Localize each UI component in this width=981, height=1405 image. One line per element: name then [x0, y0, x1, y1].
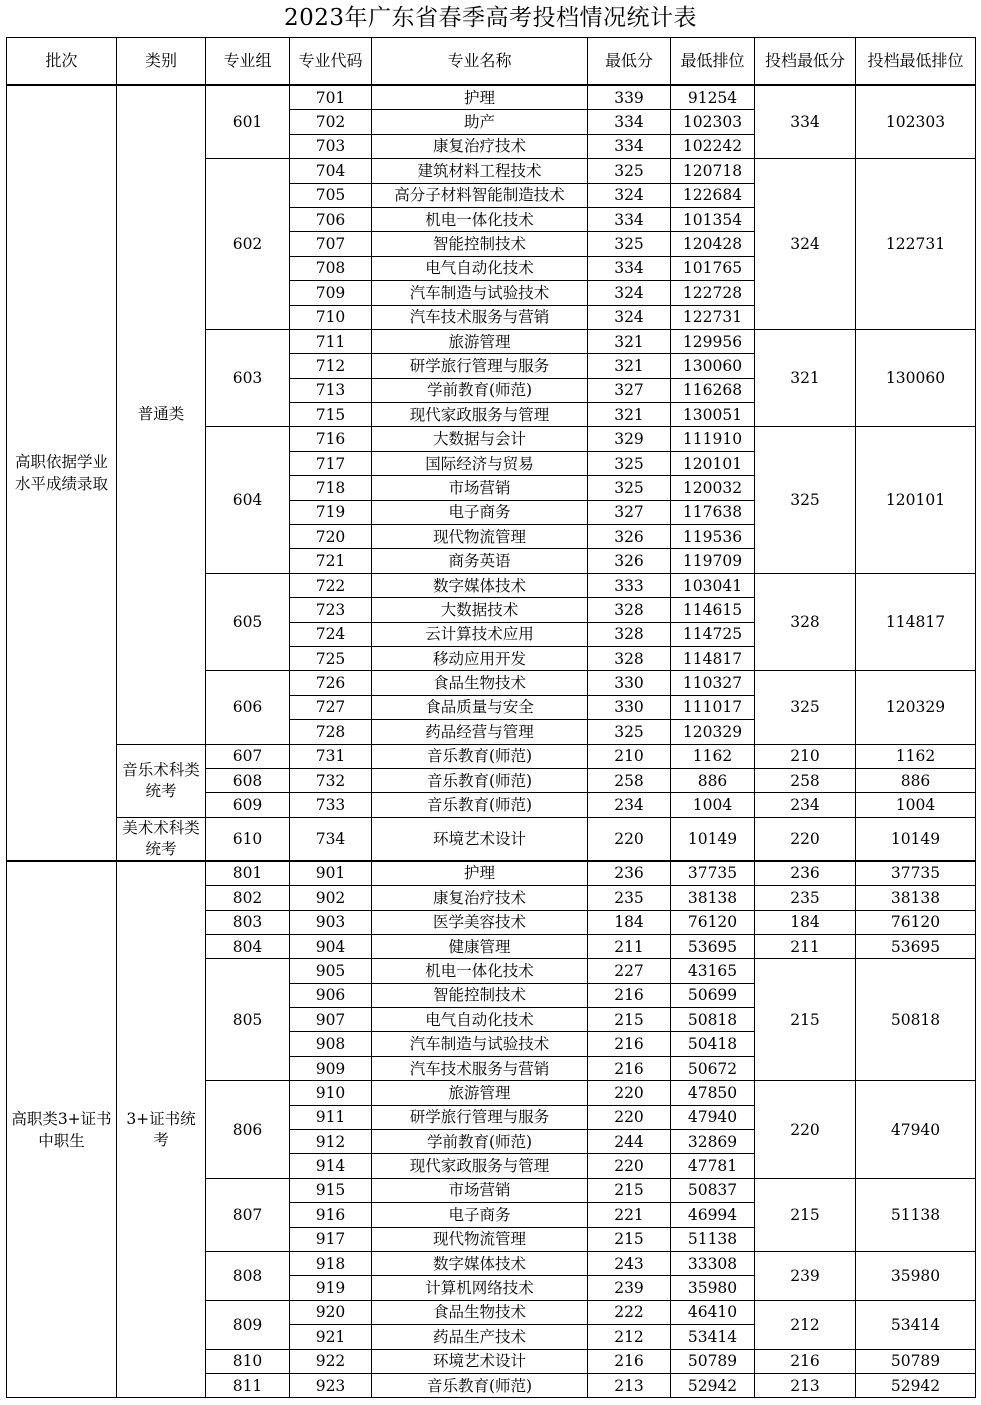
group-cell: 607 [206, 744, 290, 768]
name-cell: 计算机网络技术 [372, 1276, 588, 1300]
min-score-cell: 324 [588, 183, 671, 207]
name-cell: 食品生物技术 [372, 1300, 588, 1324]
page-title: 2023年广东省春季高考投档情况统计表 [283, 5, 698, 31]
min-score-cell: 212 [588, 1325, 671, 1349]
min-score-cell: 239 [588, 1276, 671, 1300]
file-min-rank-cell: 120329 [856, 671, 976, 744]
file-min-rank-cell: 35980 [856, 1251, 976, 1300]
file-min-rank-cell: 114817 [856, 573, 976, 671]
min-score-cell: 244 [588, 1130, 671, 1154]
min-score-cell: 243 [588, 1251, 671, 1275]
file-min-score-cell: 258 [755, 768, 856, 792]
code-cell: 720 [290, 525, 372, 549]
code-cell: 921 [290, 1325, 372, 1349]
code-cell: 733 [290, 793, 372, 817]
min-rank-cell: 120718 [671, 159, 755, 183]
table-row [7, 85, 976, 110]
file-min-score-cell: 334 [755, 85, 856, 159]
min-score-cell: 327 [588, 378, 671, 402]
min-rank-cell: 47850 [671, 1081, 755, 1105]
min-rank-cell: 120032 [671, 476, 755, 500]
min-score-cell: 215 [588, 1008, 671, 1032]
min-score-cell: 220 [588, 817, 671, 861]
min-score-cell: 220 [588, 1154, 671, 1178]
code-cell: 911 [290, 1105, 372, 1129]
batch-cell: 高职依据学业水平成绩录取 [7, 85, 117, 861]
name-cell: 现代家政服务与管理 [372, 403, 588, 427]
name-cell: 康复治疗技术 [372, 886, 588, 910]
header-category: 类别 [117, 38, 206, 86]
group-cell: 811 [206, 1373, 290, 1397]
code-cell: 903 [290, 910, 372, 934]
name-cell: 市场营销 [372, 1178, 588, 1202]
name-cell: 护理 [372, 861, 588, 886]
min-rank-cell: 114817 [671, 646, 755, 670]
file-min-score-cell: 324 [755, 159, 856, 330]
header-min-score: 最低分 [588, 38, 671, 86]
min-rank-cell: 119536 [671, 525, 755, 549]
name-cell: 音乐教育(师范) [372, 744, 588, 768]
min-score-cell: 324 [588, 305, 671, 329]
file-min-rank-cell: 1004 [856, 793, 976, 817]
file-min-rank-cell: 47940 [856, 1081, 976, 1179]
code-cell: 723 [290, 598, 372, 622]
file-min-score-cell: 321 [755, 329, 856, 427]
min-rank-cell: 10149 [671, 817, 755, 861]
min-rank-cell: 117638 [671, 500, 755, 524]
file-min-rank-cell: 38138 [856, 886, 976, 910]
min-score-cell: 334 [588, 110, 671, 134]
min-score-cell: 211 [588, 934, 671, 958]
min-score-cell: 220 [588, 1081, 671, 1105]
code-cell: 731 [290, 744, 372, 768]
file-min-score-cell: 325 [755, 671, 856, 744]
min-score-cell: 328 [588, 598, 671, 622]
name-cell: 市场营销 [372, 476, 588, 500]
min-score-cell: 215 [588, 1178, 671, 1202]
code-cell: 918 [290, 1251, 372, 1275]
file-min-score-cell: 220 [755, 817, 856, 861]
min-score-cell: 325 [588, 451, 671, 475]
file-min-rank-cell: 76120 [856, 910, 976, 934]
min-score-cell: 321 [588, 403, 671, 427]
name-cell: 电气自动化技术 [372, 256, 588, 280]
code-cell: 908 [290, 1032, 372, 1056]
min-rank-cell: 119709 [671, 549, 755, 573]
min-rank-cell: 102242 [671, 134, 755, 158]
name-cell: 旅游管理 [372, 329, 588, 353]
file-min-rank-cell: 50818 [856, 959, 976, 1081]
file-min-score-cell: 215 [755, 1178, 856, 1251]
min-rank-cell: 886 [671, 768, 755, 792]
group-cell: 810 [206, 1349, 290, 1373]
name-cell: 云计算技术应用 [372, 622, 588, 646]
min-rank-cell: 110327 [671, 671, 755, 695]
name-cell: 现代物流管理 [372, 525, 588, 549]
code-cell: 715 [290, 403, 372, 427]
file-min-rank-cell: 102303 [856, 85, 976, 159]
code-cell: 909 [290, 1056, 372, 1080]
group-cell: 604 [206, 427, 290, 573]
code-cell: 901 [290, 861, 372, 886]
min-score-cell: 216 [588, 1056, 671, 1080]
group-cell: 609 [206, 793, 290, 817]
name-cell: 国际经济与贸易 [372, 451, 588, 475]
table-body [7, 85, 976, 1398]
min-score-cell: 334 [588, 256, 671, 280]
min-rank-cell: 50789 [671, 1349, 755, 1373]
name-cell: 现代物流管理 [372, 1227, 588, 1251]
min-rank-cell: 1004 [671, 793, 755, 817]
file-min-score-cell: 210 [755, 744, 856, 768]
category-cell: 普通类 [117, 85, 206, 744]
name-cell: 商务英语 [372, 549, 588, 573]
min-score-cell: 216 [588, 1349, 671, 1373]
min-rank-cell: 120329 [671, 720, 755, 744]
group-cell: 601 [206, 85, 290, 159]
name-cell: 数字媒体技术 [372, 1251, 588, 1275]
group-cell: 809 [206, 1300, 290, 1349]
min-rank-cell: 50418 [671, 1032, 755, 1056]
group-cell: 806 [206, 1081, 290, 1179]
admission-table [6, 37, 976, 1398]
min-score-cell: 216 [588, 1032, 671, 1056]
file-min-rank-cell: 886 [856, 768, 976, 792]
min-rank-cell: 46994 [671, 1203, 755, 1227]
code-cell: 906 [290, 983, 372, 1007]
header-code: 专业代码 [290, 38, 372, 86]
min-score-cell: 326 [588, 525, 671, 549]
code-cell: 701 [290, 85, 372, 110]
min-score-cell: 227 [588, 959, 671, 983]
code-cell: 709 [290, 281, 372, 305]
group-cell: 602 [206, 159, 290, 330]
min-rank-cell: 32869 [671, 1130, 755, 1154]
code-cell: 907 [290, 1008, 372, 1032]
name-cell: 汽车技术服务与营销 [372, 1056, 588, 1080]
name-cell: 食品质量与安全 [372, 695, 588, 719]
code-cell: 710 [290, 305, 372, 329]
min-score-cell: 325 [588, 720, 671, 744]
name-cell: 研学旅行管理与服务 [372, 354, 588, 378]
min-rank-cell: 47781 [671, 1154, 755, 1178]
group-cell: 808 [206, 1251, 290, 1300]
min-rank-cell: 122731 [671, 305, 755, 329]
min-rank-cell: 50699 [671, 983, 755, 1007]
file-min-rank-cell: 130060 [856, 329, 976, 427]
name-cell: 电子商务 [372, 1203, 588, 1227]
min-rank-cell: 35980 [671, 1276, 755, 1300]
min-rank-cell: 46410 [671, 1300, 755, 1324]
code-cell: 914 [290, 1154, 372, 1178]
min-rank-cell: 33308 [671, 1251, 755, 1275]
name-cell: 移动应用开发 [372, 646, 588, 670]
file-min-score-cell: 213 [755, 1373, 856, 1397]
min-rank-cell: 53414 [671, 1325, 755, 1349]
min-rank-cell: 43165 [671, 959, 755, 983]
file-min-score-cell: 211 [755, 934, 856, 958]
name-cell: 数字媒体技术 [372, 573, 588, 597]
code-cell: 915 [290, 1178, 372, 1202]
min-score-cell: 329 [588, 427, 671, 451]
min-rank-cell: 38138 [671, 886, 755, 910]
header-file-min-rank: 投档最低排位 [856, 38, 976, 86]
min-rank-cell: 120101 [671, 451, 755, 475]
min-score-cell: 327 [588, 500, 671, 524]
table-row [7, 861, 976, 886]
file-min-score-cell: 239 [755, 1251, 856, 1300]
min-rank-cell: 50818 [671, 1008, 755, 1032]
min-rank-cell: 37735 [671, 861, 755, 886]
category-cell: 音乐术科类统考 [117, 744, 206, 817]
min-score-cell: 236 [588, 861, 671, 886]
file-min-score-cell: 328 [755, 573, 856, 671]
min-score-cell: 234 [588, 793, 671, 817]
name-cell: 电气自动化技术 [372, 1008, 588, 1032]
min-rank-cell: 114615 [671, 598, 755, 622]
code-cell: 916 [290, 1203, 372, 1227]
min-score-cell: 215 [588, 1227, 671, 1251]
file-min-rank-cell: 122731 [856, 159, 976, 330]
min-rank-cell: 103041 [671, 573, 755, 597]
code-cell: 711 [290, 329, 372, 353]
min-rank-cell: 1162 [671, 744, 755, 768]
name-cell: 音乐教育(师范) [372, 793, 588, 817]
code-cell: 905 [290, 959, 372, 983]
min-rank-cell: 47940 [671, 1105, 755, 1129]
code-cell: 728 [290, 720, 372, 744]
name-cell: 健康管理 [372, 934, 588, 958]
category-cell: 美术术科类统考 [117, 817, 206, 861]
min-rank-cell: 52942 [671, 1373, 755, 1397]
group-cell: 802 [206, 886, 290, 910]
name-cell: 旅游管理 [372, 1081, 588, 1105]
name-cell: 大数据技术 [372, 598, 588, 622]
min-rank-cell: 50672 [671, 1056, 755, 1080]
name-cell: 机电一体化技术 [372, 959, 588, 983]
group-cell: 804 [206, 934, 290, 958]
min-rank-cell: 101765 [671, 256, 755, 280]
min-rank-cell: 116268 [671, 378, 755, 402]
group-cell: 605 [206, 573, 290, 671]
min-rank-cell: 101354 [671, 207, 755, 231]
min-score-cell: 321 [588, 354, 671, 378]
code-cell: 902 [290, 886, 372, 910]
code-cell: 917 [290, 1227, 372, 1251]
min-score-cell: 333 [588, 573, 671, 597]
name-cell: 学前教育(师范) [372, 378, 588, 402]
name-cell: 智能控制技术 [372, 983, 588, 1007]
table-header [7, 38, 976, 86]
code-cell: 724 [290, 622, 372, 646]
min-rank-cell: 130051 [671, 403, 755, 427]
name-cell: 高分子材料智能制造技术 [372, 183, 588, 207]
name-cell: 学前教育(师范) [372, 1130, 588, 1154]
min-score-cell: 330 [588, 671, 671, 695]
code-cell: 705 [290, 183, 372, 207]
name-cell: 助产 [372, 110, 588, 134]
file-min-rank-cell: 37735 [856, 861, 976, 886]
min-score-cell: 330 [588, 695, 671, 719]
min-score-cell: 258 [588, 768, 671, 792]
code-cell: 702 [290, 110, 372, 134]
code-cell: 717 [290, 451, 372, 475]
min-rank-cell: 129956 [671, 329, 755, 353]
name-cell: 智能控制技术 [372, 232, 588, 256]
file-min-score-cell: 220 [755, 1081, 856, 1179]
code-cell: 718 [290, 476, 372, 500]
min-rank-cell: 102303 [671, 110, 755, 134]
code-cell: 732 [290, 768, 372, 792]
min-rank-cell: 111910 [671, 427, 755, 451]
min-score-cell: 235 [588, 886, 671, 910]
code-cell: 719 [290, 500, 372, 524]
name-cell: 医学美容技术 [372, 910, 588, 934]
file-min-score-cell: 216 [755, 1349, 856, 1373]
code-cell: 912 [290, 1130, 372, 1154]
file-min-score-cell: 212 [755, 1300, 856, 1349]
group-cell: 807 [206, 1178, 290, 1251]
min-score-cell: 184 [588, 910, 671, 934]
file-min-score-cell: 325 [755, 427, 856, 573]
min-rank-cell: 114725 [671, 622, 755, 646]
file-min-score-cell: 234 [755, 793, 856, 817]
group-cell: 801 [206, 861, 290, 886]
name-cell: 现代家政服务与管理 [372, 1154, 588, 1178]
min-rank-cell: 91254 [671, 85, 755, 110]
name-cell: 大数据与会计 [372, 427, 588, 451]
name-cell: 汽车技术服务与营销 [372, 305, 588, 329]
min-rank-cell: 76120 [671, 910, 755, 934]
code-cell: 920 [290, 1300, 372, 1324]
min-rank-cell: 122684 [671, 183, 755, 207]
min-score-cell: 328 [588, 622, 671, 646]
min-rank-cell: 51138 [671, 1227, 755, 1251]
file-min-score-cell: 235 [755, 886, 856, 910]
code-cell: 712 [290, 354, 372, 378]
min-rank-cell: 53695 [671, 934, 755, 958]
min-score-cell: 334 [588, 207, 671, 231]
code-cell: 726 [290, 671, 372, 695]
code-cell: 910 [290, 1081, 372, 1105]
name-cell: 环境艺术设计 [372, 817, 588, 861]
code-cell: 922 [290, 1349, 372, 1373]
min-score-cell: 210 [588, 744, 671, 768]
min-rank-cell: 50837 [671, 1178, 755, 1202]
name-cell: 护理 [372, 85, 588, 110]
name-cell: 食品生物技术 [372, 671, 588, 695]
min-rank-cell: 122728 [671, 281, 755, 305]
file-min-rank-cell: 10149 [856, 817, 976, 861]
name-cell: 汽车制造与试验技术 [372, 281, 588, 305]
name-cell: 环境艺术设计 [372, 1349, 588, 1373]
name-cell: 音乐教育(师范) [372, 1373, 588, 1397]
min-rank-cell: 130060 [671, 354, 755, 378]
group-cell: 803 [206, 910, 290, 934]
code-cell: 707 [290, 232, 372, 256]
category-cell: 3+证书统考 [117, 861, 206, 1398]
name-cell: 建筑材料工程技术 [372, 159, 588, 183]
code-cell: 713 [290, 378, 372, 402]
code-cell: 706 [290, 207, 372, 231]
header-batch: 批次 [7, 38, 117, 86]
code-cell: 904 [290, 934, 372, 958]
group-cell: 805 [206, 959, 290, 1081]
min-score-cell: 213 [588, 1373, 671, 1397]
header-file-min-score: 投档最低分 [755, 38, 856, 86]
batch-cell: 高职类3+证书中职生 [7, 861, 117, 1398]
file-min-rank-cell: 1162 [856, 744, 976, 768]
min-score-cell: 325 [588, 159, 671, 183]
file-min-rank-cell: 53695 [856, 934, 976, 958]
file-min-score-cell: 215 [755, 959, 856, 1081]
code-cell: 708 [290, 256, 372, 280]
code-cell: 703 [290, 134, 372, 158]
min-score-cell: 334 [588, 134, 671, 158]
code-cell: 923 [290, 1373, 372, 1397]
file-min-rank-cell: 50789 [856, 1349, 976, 1373]
code-cell: 727 [290, 695, 372, 719]
min-score-cell: 321 [588, 329, 671, 353]
name-cell: 研学旅行管理与服务 [372, 1105, 588, 1129]
name-cell: 电子商务 [372, 500, 588, 524]
name-cell: 音乐教育(师范) [372, 768, 588, 792]
name-cell: 机电一体化技术 [372, 207, 588, 231]
min-score-cell: 221 [588, 1203, 671, 1227]
file-min-rank-cell: 52942 [856, 1373, 976, 1397]
min-rank-cell: 111017 [671, 695, 755, 719]
code-cell: 721 [290, 549, 372, 573]
code-cell: 919 [290, 1276, 372, 1300]
group-cell: 603 [206, 329, 290, 427]
code-cell: 704 [290, 159, 372, 183]
header-group: 专业组 [206, 38, 290, 86]
code-cell: 734 [290, 817, 372, 861]
file-min-rank-cell: 51138 [856, 1178, 976, 1251]
group-cell: 606 [206, 671, 290, 744]
file-min-score-cell: 184 [755, 910, 856, 934]
code-cell: 725 [290, 646, 372, 670]
min-score-cell: 339 [588, 85, 671, 110]
name-cell: 康复治疗技术 [372, 134, 588, 158]
name-cell: 药品经营与管理 [372, 720, 588, 744]
group-cell: 610 [206, 817, 290, 861]
min-score-cell: 325 [588, 476, 671, 500]
min-score-cell: 324 [588, 281, 671, 305]
header-name: 专业名称 [372, 38, 588, 86]
name-cell: 汽车制造与试验技术 [372, 1032, 588, 1056]
file-min-rank-cell: 120101 [856, 427, 976, 573]
min-score-cell: 325 [588, 232, 671, 256]
min-score-cell: 328 [588, 646, 671, 670]
table-row [7, 817, 976, 861]
header-min-rank: 最低排位 [671, 38, 755, 86]
min-score-cell: 326 [588, 549, 671, 573]
group-cell: 608 [206, 768, 290, 792]
file-min-score-cell: 236 [755, 861, 856, 886]
min-rank-cell: 120428 [671, 232, 755, 256]
min-score-cell: 220 [588, 1105, 671, 1129]
code-cell: 722 [290, 573, 372, 597]
min-score-cell: 216 [588, 983, 671, 1007]
file-min-rank-cell: 53414 [856, 1300, 976, 1349]
min-score-cell: 222 [588, 1300, 671, 1324]
name-cell: 药品生产技术 [372, 1325, 588, 1349]
code-cell: 716 [290, 427, 372, 451]
table-row [7, 744, 976, 768]
